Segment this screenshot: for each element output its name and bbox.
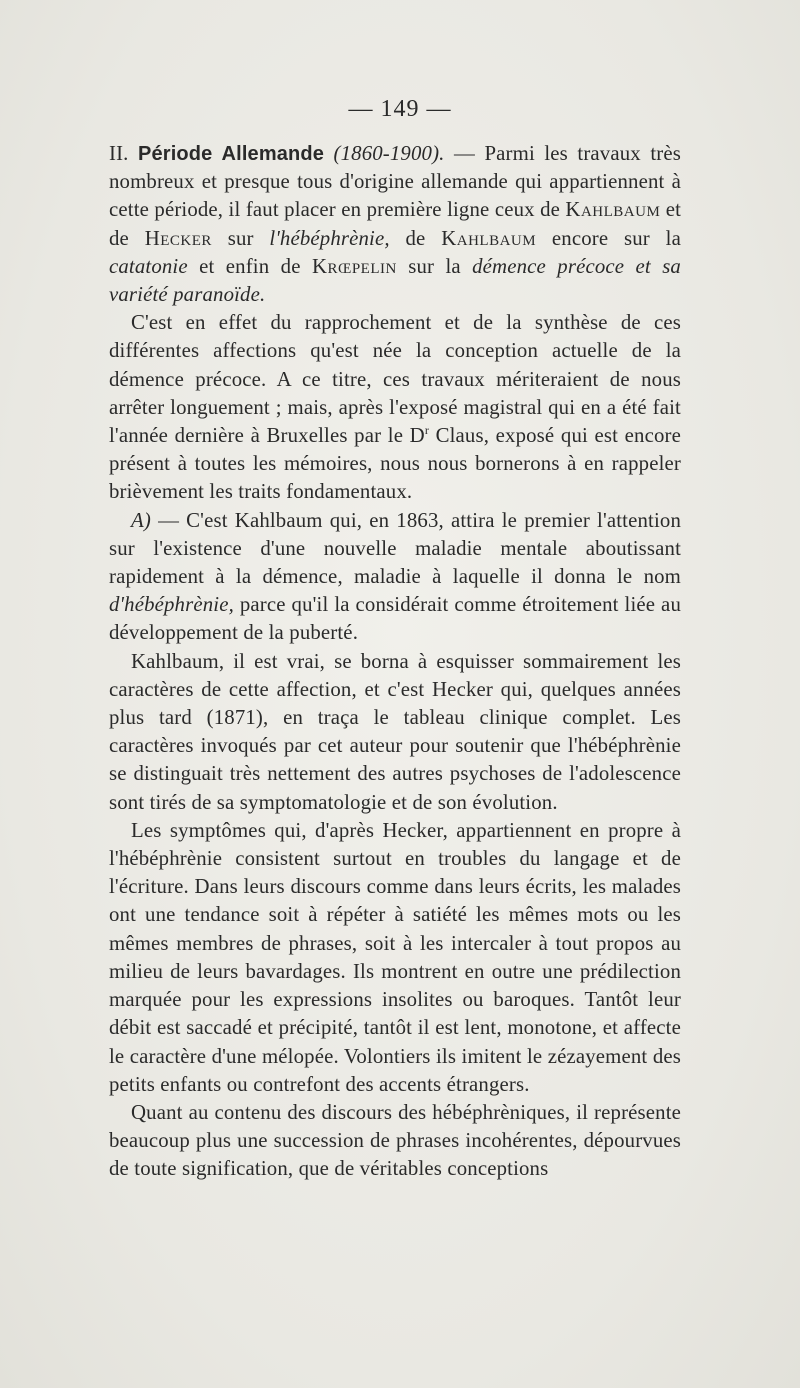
term: l'hébéphrènie, [269,226,390,250]
author-name: Hecker [144,226,212,250]
text-run: parce qu'il la considérait comme étroitement liée au développement de la puberté. [109,593,681,645]
paragraph-5: Les symptômes qui, d'après Hecker, appartiennent en propre à l'hébéphrènie consistent surtout en troubles du langage et de l'écriture. Dans leurs discours comme dans leurs écrits, les malades ont une tendance soit à répéter à satiété les mêmes mots ou les mêmes membres de phrases, soit à les intercaler à tout propos au milieu de leurs bavardages. Ils montrent en outre une prédilection marquée pour les expressions insolites ou baroques. Tantôt leur débit est saccadé et précipité, tantôt il est lent, monotone, et affecte le caractère d'une mélopée. Volontiers ils imitent le zézayement des petits enfants ou contrefont des accents étrangers. [109,818,681,1096]
text-run: et de [109,198,681,250]
superscript: r [424,423,429,438]
text-run: — Parmi les travaux très nombreux et presque tous d'origine allemande qui appartiennent à cette période, il faut placer en première ligne ceux de [109,142,681,222]
section-dates: (1860-1900). [333,142,445,165]
paragraph-2 [109,309,681,506]
text-run: Claus, exposé qui est encore présent à toutes les mémoires, nous nous bornerons à en rappeler brièvement les traits fondamentaux. [109,424,681,504]
section-heading: Période Allemande [138,143,325,165]
subsection-label: A) [131,508,151,532]
term: d'hébéphrènie, [109,593,234,617]
text-run: et enfin de [199,254,301,278]
text-run: encore sur la [551,226,681,250]
text-run: — C'est Kahlbaum qui, en 1863, attira le premier l'attention sur l'existence d'une nouvelle maladie mentale aboutissant rapidement à la démence, maladie à laquelle il donna le nom [109,508,681,589]
author-name: Kahlbaum [441,226,537,250]
page-number: — 149 — [348,96,452,122]
term: démence précoce et sa variété paranoïde. [109,254,681,307]
paragraph-3 [109,507,681,648]
paragraph-4: Kahlbaum, il est vrai, se borna à esquisser sommairement les caractères de cette affection, et c'est Hecker qui, quelques années plus tard (1871), en traça le tableau clinique complet. Les caractères invoqués par cet auteur pour soutenir que l'hébéphrènie se distinguait très nettement des autres psychoses de l'adolescence sont tirés de sa symptomatologie et de son évolution. [109,649,681,814]
text-run: C'est en effet du rapprochement et de la synthèse de ces différentes affections qu'est née la conception actuelle de la démence précoce. A ce titre, ces travaux mériteraient de nous arrêter longuement ; mais, après l'exposé magistral qui en a été fait l'année dernière à Bruxelles par le D [109,311,681,448]
term: catatonie [109,254,188,278]
body-text [109,140,681,1184]
text-run: sur [227,226,254,250]
paragraph-1 [109,140,681,309]
author-name: Krœpelin [311,254,397,278]
section-numeral: II. [109,142,129,165]
paragraph-6: Quant au contenu des discours des hébéphrèniques, il représente beaucoup plus une succession de phrases incohérentes, dépourvues de toute signification, que de véritables conceptions [109,1100,681,1181]
text-run: de [405,226,426,250]
text-run: sur la [408,254,461,278]
author-name: Kahlbaum [565,198,661,222]
